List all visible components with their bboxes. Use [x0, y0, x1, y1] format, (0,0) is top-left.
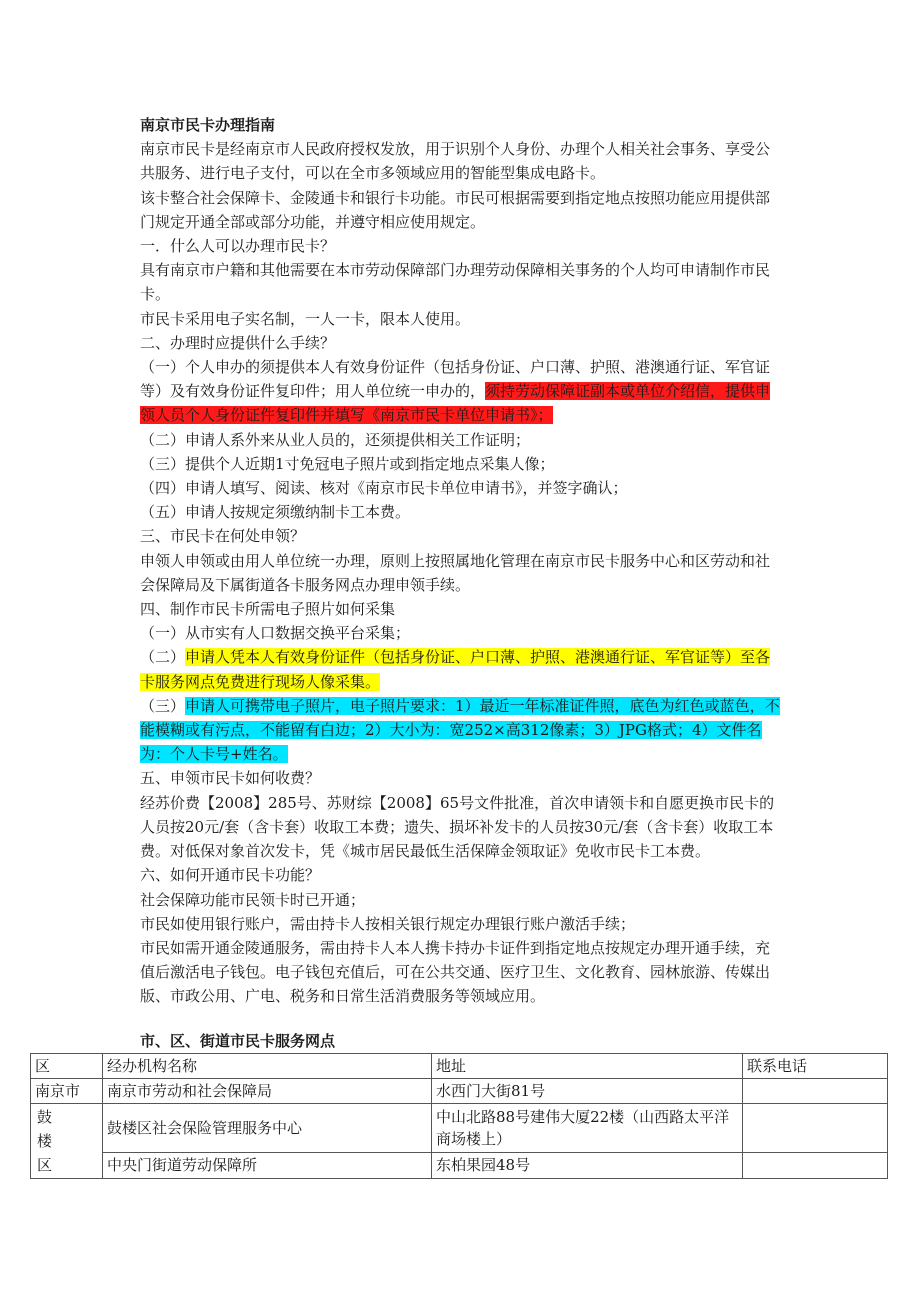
service-network-table [30, 1053, 888, 1179]
section-1-para-1: 具有南京市户籍和其他需要在本市劳动保障部门办理劳动保障相关事务的个人均可申请制作市民卡。 [140, 261, 771, 304]
table-row [31, 1152, 888, 1178]
cell-address: 东柏果园48号 [432, 1152, 743, 1178]
doc-title: 南京市民卡办理指南 [140, 116, 276, 134]
section-4-item-3-prefix: （三） [140, 696, 186, 715]
cell-agency: 中央门街道劳动保障所 [103, 1152, 432, 1178]
section-4-item-2 [140, 645, 780, 693]
section-heading-3: 三、市民卡在何处申领？ [140, 527, 306, 546]
section-heading-6: 六、如何开通市民卡功能？ [140, 866, 321, 885]
section-3-para: 申领人申领或由用人单位统一办理，原则上按照属地化管理在南京市民卡服务中心和区劳动和社会保障局及下属街道各卡服务网点办理申领手续。 [140, 551, 771, 594]
section-2-item-1-highlight: 须持劳动保障证副本或单位介绍信，提供申领人员个人身份证件复印件并填写《南京市民卡单位申请书》； [140, 382, 771, 425]
district-char-2: 楼 [37, 1132, 53, 1150]
section-5-para: 经苏价费【2008】285号、苏财综【2008】65号文件批准，首次申请领卡和自愿更换市民卡的人员按20元/套（含卡套）收取工本费；遗失、损坏补发卡的人员按30元/套（含卡套）收取工本费。对低保对象首次发卡，凭《城市居民最低生活保障金领取证》免收市民卡工本费。 [140, 793, 775, 861]
section-2-item-5: （五）申请人按规定须缴纳制卡工本费。 [140, 503, 411, 522]
section-4-item-2-prefix: （二） [140, 648, 186, 667]
cell-phone [743, 1152, 888, 1178]
cell-address: 水西门大街81号 [432, 1079, 743, 1104]
table-title: 市、区、街道市民卡服务网点 [140, 1032, 336, 1050]
section-2-item-1 [140, 355, 780, 428]
section-heading-5: 五、申领市民卡如何收费？ [140, 769, 321, 788]
section-4-item-2-highlight: 申请人凭本人有效身份证件（包括身份证、户口薄、护照、港澳通行证、军官证等）至各卡服务网点免费进行现场人像采集。 [140, 648, 771, 691]
cell-phone [743, 1104, 888, 1153]
intro-paragraph-1: 南京市民卡是经南京市人民政府授权发放，用于识别个人身份、办理个人相关社会事务、享受公共服务、进行电子支付，可以在全市多领域应用的智能型集成电路卡。 [140, 140, 771, 183]
header-agency: 经办机构名称 [103, 1054, 432, 1079]
cell-district-merged [31, 1104, 103, 1179]
table-row [31, 1079, 888, 1104]
section-1-para-2: 市民卡采用电子实名制，一人一卡，限本人使用。 [140, 309, 471, 328]
section-4-item-1: （一）从市实有人口数据交换平台采集； [140, 624, 411, 643]
section-4-item-3 [140, 694, 780, 767]
header-phone: 联系电话 [743, 1054, 888, 1079]
section-heading-1: 一．什么人可以办理市民卡？ [140, 237, 336, 256]
cell-district: 南京市 [31, 1079, 103, 1104]
header-district: 区 [31, 1054, 103, 1079]
intro-paragraph-2: 该卡整合社会保障卡、金陵通卡和银行卡功能。市民可根据需要到指定地点按照功能应用提供部门规定开通全部或部分功能，并遵守相应使用规定。 [140, 188, 771, 231]
cell-address: 中山北路88号建伟大厦22楼（山西路太平洋商场楼上） [432, 1104, 743, 1153]
district-char-3: 区 [37, 1156, 53, 1174]
table-header-row [31, 1054, 888, 1079]
section-2-item-2: （二）申请人系外来从业人员的，还须提供相关工作证明； [140, 430, 531, 449]
cell-agency: 鼓楼区社会保险管理服务中心 [103, 1104, 432, 1153]
document-body [140, 113, 780, 1009]
section-6-para-3: 市民如需开通金陵通服务，需由持卡人本人携卡持办卡证件到指定地点按规定办理开通手续，充值后激活电子钱包。电子钱包充值后，可在公共交通、医疗卫生、文化教育、园林旅游、传媒出版、市政公用、广电、税务和日常生活消费服务等领域应用。 [140, 938, 771, 1006]
header-address: 地址 [432, 1054, 743, 1079]
section-6-para-2: 市民如使用银行账户，需由持卡人按相关银行规定办理银行账户激活手续； [140, 914, 636, 933]
section-4-item-3-highlight: 申请人可携带电子照片，电子照片要求：1）最近一年标准证件照，底色为红色或蓝色，不能模糊或有污点，不能留有白边；2）大小为：宽252×高312像素；3）JPG格式；4）文件名为：个人卡号+姓名。 [140, 696, 780, 764]
cell-phone [743, 1079, 888, 1104]
cell-agency: 南京市劳动和社会保障局 [103, 1079, 432, 1104]
district-char-1: 鼓 [37, 1108, 53, 1126]
table-row [31, 1104, 888, 1153]
section-2-item-4: （四）申请人填写、阅读、核对《南京市民卡单位申请书》，并签字确认； [140, 479, 628, 498]
section-6-para-1: 社会保障功能市民领卡时已开通； [140, 890, 366, 909]
section-heading-4: 四、制作市民卡所需电子照片如何采集 [140, 600, 396, 619]
section-heading-2: 二、办理时应提供什么手续？ [140, 333, 336, 352]
section-2-item-3: （三）提供个人近期1寸免冠电子照片或到指定地点采集人像； [140, 454, 555, 473]
section-2-item-1-plain: （一）个人申办的须提供本人有效身份证件（包括身份证、户口薄、护照、港澳通行证、军官证等）及有效身份证件复印件；用人单位统一申办的， [140, 358, 771, 401]
